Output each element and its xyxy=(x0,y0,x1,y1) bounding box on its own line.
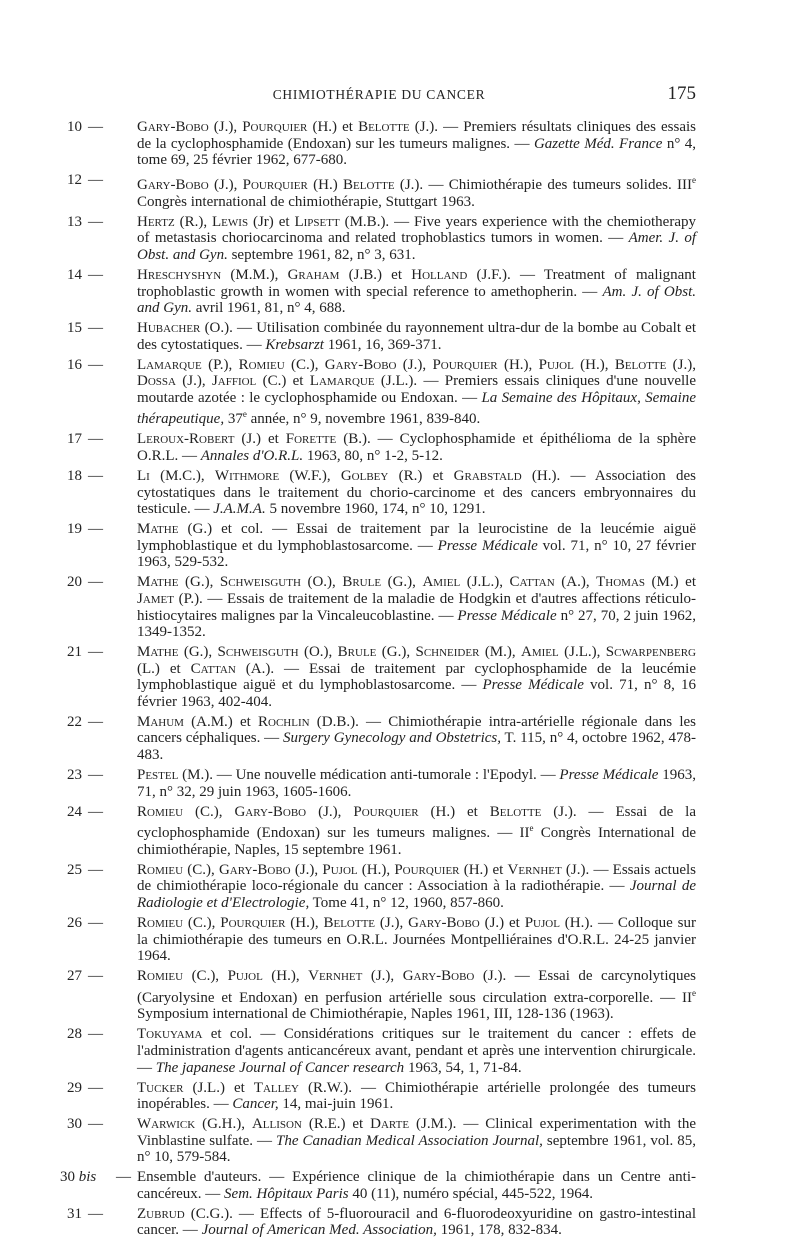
reference-entry xyxy=(60,915,696,965)
reference-text xyxy=(137,1206,696,1239)
reference-number: 13 xyxy=(67,213,82,230)
reference-fragment: (H.) et xyxy=(307,119,359,135)
author-name: Mathe xyxy=(137,644,179,661)
journal-title: Surgery Gynecology and Obstetrics, xyxy=(283,730,501,747)
reference-fragment: (M.) et xyxy=(645,574,696,591)
reference-fragment: (L.) et xyxy=(137,660,191,677)
reference-number: 25 xyxy=(67,861,82,878)
reference-text xyxy=(137,177,696,210)
author-name: Lamarque xyxy=(309,373,375,390)
author-name: Holland xyxy=(411,266,468,283)
reference-number: 17 xyxy=(67,431,82,448)
author-name: Romieu xyxy=(137,803,184,820)
reference-fragment: (M.). — Une nouvelle médication anti-tumorale : l'Epodyl. — xyxy=(178,767,560,784)
reference-fragment: (C.) et xyxy=(256,373,310,390)
journal-title: The japanese Journal of Cancer research xyxy=(155,1059,405,1076)
reference-fragment: (J.), xyxy=(666,356,697,373)
reference-fragment: avril 1961, 81, n° 4, 688. xyxy=(192,300,346,317)
author-name: Tucker xyxy=(137,1079,184,1096)
reference-fragment: (J.). — Premiers résultats cliniques des essais de la cyclophosphamide (Endoxan) sur les tumeurs malignes. — xyxy=(137,119,697,152)
reference-fragment: (H.), xyxy=(497,356,539,373)
author-name: Pourquier xyxy=(353,803,419,820)
reference-dash: — xyxy=(88,266,103,283)
author-name: Belotte xyxy=(358,119,410,135)
reference-entry xyxy=(60,574,696,640)
reference-text xyxy=(137,119,696,168)
journal-title: La Semaine des Hôpitaux, Semaine thérapeutique, xyxy=(137,389,697,428)
reference-entry xyxy=(60,1080,696,1113)
reference-number: 19 xyxy=(67,521,82,538)
reference-fragment: (R.), xyxy=(174,213,213,230)
author-name: Gary-Bobo xyxy=(234,803,307,820)
reference-fragment: (H.) xyxy=(307,177,343,194)
reference-dash: — xyxy=(88,213,103,230)
reference-fragment: 40 (11), numéro spécial, 445-522, 1964. xyxy=(348,1185,594,1202)
author-name: Jaffiol xyxy=(211,373,257,390)
reference-fragment: (J.L.), xyxy=(558,644,606,661)
reference-text xyxy=(137,214,696,263)
journal-title: Presse Médicale xyxy=(482,677,584,694)
reference-fragment: (O.), xyxy=(300,574,343,591)
reference-fragment: (A.), xyxy=(554,574,597,591)
reference-entry xyxy=(60,172,696,210)
author-name: Brule xyxy=(342,574,382,591)
reference-text xyxy=(137,521,696,570)
reference-entry xyxy=(60,714,696,764)
reference-fragment: (Jr) et xyxy=(248,213,295,230)
author-name: Jamet xyxy=(137,590,175,607)
reference-text xyxy=(137,862,696,911)
journal-title: Journal of American Med. Association, xyxy=(201,1222,437,1239)
reference-number: 30 xyxy=(67,1116,82,1133)
reference-entry xyxy=(60,1169,696,1202)
author-name: Pourquier xyxy=(220,914,286,931)
reference-fragment: (J.). — Essais actuels de chimiothérapie loco-régionale du cancer : Association à la radiothérapie. — xyxy=(137,861,696,895)
reference-fragment: (J.), xyxy=(362,968,403,985)
author-name: Pujol xyxy=(524,914,560,931)
author-name: Leroux-Robert xyxy=(137,431,235,448)
reference-number: 18 xyxy=(67,468,82,485)
reference-fragment: (G.H.), xyxy=(195,1116,252,1133)
reference-fragment: n° 4, tome 69, 25 février 1962, 677-680. xyxy=(137,135,697,169)
reference-fragment: (J.F.). — Treatment of malignant trophoblastic growth in women with special reference to amethopherin. — xyxy=(137,266,696,300)
reference-text xyxy=(137,1169,696,1202)
reference-number-suffix: bis xyxy=(78,1169,97,1186)
author-name: Pujol xyxy=(538,356,574,373)
reference-text xyxy=(137,968,696,1022)
reference-fragment: (A.). — Essai de traitement par cyclophosphamide de la leucémie lymphoblastique aiguë et du lymphoblastosarcome. — xyxy=(137,660,696,694)
reference-fragment: (J.), xyxy=(208,119,243,135)
reference-text xyxy=(137,644,696,710)
reference-number: 12 xyxy=(67,172,82,189)
reference-fragment: et col. — Considérations critiques sur le traitement du cancer : effets de l'administration d'agents anticancéreux avant, pendant et après une intervention chirurgicale. — xyxy=(137,1026,696,1076)
reference-fragment: (J.), xyxy=(208,177,243,194)
reference-fragment: (J.) et xyxy=(479,914,525,931)
reference-fragment: 5 novembre 1960, 174, n° 10, 1291. xyxy=(265,501,486,518)
reference-fragment: (J.L.). — Premiers essais cliniques d'une nouvelle moutarde azotée : le cyclophosphamide ou Endoxan. — xyxy=(137,373,696,406)
reference-number: 24 xyxy=(67,803,82,820)
author-name: Golbey xyxy=(340,468,389,485)
author-name: Scwarpenberg xyxy=(605,644,696,661)
author-name: Grabstald xyxy=(453,468,522,485)
reference-fragment: (G.) et col. — Essai de traitement par la leurocistine de la leucémie aiguë lymphoblastique et du lymphoblastosarcome. — xyxy=(137,521,696,554)
reference-entry xyxy=(60,767,696,800)
reference-fragment: Symposium international de Chimiothérapie, Naples 1961, III, 128-136 (1963). xyxy=(137,1006,614,1023)
author-name: Belotte xyxy=(489,803,542,820)
journal-title: J.A.M.A. xyxy=(213,501,266,518)
reference-fragment: (R.W.). — Chimiothérapie artérielle prolongée des tumeurs inopérables. — xyxy=(137,1079,696,1113)
reference-fragment: (D.B.). — Chimiothérapie intra-artérielle régionale dans les cancers céphaliques. — xyxy=(137,713,696,747)
author-name: Gary-Bobo xyxy=(137,177,209,194)
reference-fragment: (R.) et xyxy=(388,468,454,485)
author-name: Pourquier xyxy=(394,861,460,878)
ordinal-superscript: e xyxy=(529,823,534,834)
author-name: Pourquier xyxy=(432,356,498,373)
reference-fragment: (M.M.), xyxy=(221,266,288,283)
author-name: Pujol xyxy=(227,968,263,985)
reference-fragment: (H.), xyxy=(573,356,615,373)
author-name: Amiel xyxy=(422,574,461,591)
author-name: Romieu xyxy=(137,914,184,931)
reference-dash: — xyxy=(88,644,103,661)
author-name: Amiel xyxy=(521,644,559,661)
author-name: Vernhet xyxy=(507,861,562,878)
reference-number: 15 xyxy=(67,320,82,337)
reference-fragment: 1961, 178, 832-834. xyxy=(436,1222,562,1239)
reference-fragment: 1963, 71, n° 32, 29 juin 1963, 1605-1606. xyxy=(137,767,697,800)
author-name: Mathe xyxy=(137,574,179,591)
author-name: Darte xyxy=(370,1116,410,1133)
reference-entry xyxy=(60,267,696,317)
author-name: Allison xyxy=(251,1116,302,1133)
reference-dash: — xyxy=(88,1079,103,1096)
reference-fragment: Ensemble d'auteurs. — Expérience clinique de la chimiothérapie dans un Centre anti-cancéreux. — xyxy=(137,1169,696,1202)
journal-title: Journal de Radiologie et d'Electrologie, xyxy=(137,878,696,911)
reference-fragment: (H.). — Association des cytostatiques dans le traitement du chorio-carcinome et des cancers embryonnaires du testicule. — xyxy=(137,468,696,518)
reference-text xyxy=(137,357,696,428)
author-name: Gary-Bobo xyxy=(218,861,291,878)
reference-fragment: (P.), xyxy=(201,356,239,373)
page-number: 175 xyxy=(667,83,696,104)
reference-dash: — xyxy=(88,767,103,784)
reference-dash: — xyxy=(88,574,103,591)
reference-fragment: n° 27, 70, 2 juin 1962, 1349-1352. xyxy=(137,607,696,641)
reference-text xyxy=(137,1026,696,1075)
reference-entry xyxy=(60,357,696,428)
author-name: Vernhet xyxy=(308,968,363,985)
reference-entry xyxy=(60,1206,696,1239)
reference-fragment: 14, mai-juin 1961. xyxy=(278,1096,394,1113)
author-name: Pourquier xyxy=(242,177,308,194)
reference-entry xyxy=(60,1116,696,1166)
reference-entry xyxy=(60,468,696,518)
author-name: Belotte xyxy=(614,356,667,373)
reference-text xyxy=(137,320,696,353)
reference-dash: — xyxy=(88,119,103,135)
author-name: Warwick xyxy=(137,1116,196,1133)
reference-dash: — xyxy=(88,468,103,485)
reference-dash: — xyxy=(88,172,103,189)
reference-fragment: septembre 1961, 82, n° 3, 631. xyxy=(227,246,416,263)
reference-number: 16 xyxy=(67,356,82,373)
reference-fragment: (J.L.) et xyxy=(183,1079,254,1096)
reference-entry xyxy=(60,320,696,353)
author-name: Gary-Bobo xyxy=(408,914,480,931)
author-name: Schneider xyxy=(415,644,480,661)
reference-fragment: 1961, 16, 369-371. xyxy=(323,336,442,353)
reference-fragment: septembre 1961, vol. 85, n° 10, 579-584. xyxy=(137,1132,696,1166)
reference-text xyxy=(137,915,696,964)
reference-dash: — xyxy=(88,914,103,931)
reference-fragment: 1963, 80, n° 1-2, 5-12. xyxy=(303,448,443,465)
reference-number: 14 xyxy=(67,266,82,283)
author-name: Schweisguth xyxy=(219,574,301,591)
reference-entry xyxy=(60,968,696,1023)
author-name: Graham xyxy=(287,266,340,283)
author-name: Lamarque xyxy=(137,356,202,373)
reference-fragment: (O.), xyxy=(298,644,338,661)
reference-fragment: (O.). — Utilisation combinée du rayonnement ultra-dur de la bombe au Cobalt et des cytostatiques. — xyxy=(137,320,696,353)
reference-fragment: Tome 41, n° 12, 1960, 857-860. xyxy=(309,895,504,911)
reference-entry xyxy=(60,119,696,169)
journal-title: Krebsarzt xyxy=(265,336,324,353)
author-name: Gary-Bobo xyxy=(324,356,397,373)
reference-dash: — xyxy=(88,968,103,985)
reference-fragment: (C.G.). — Effects of 5-fluorouracil and 6-fluorodeoxyuridine on gastro-intestinal cancer. — xyxy=(137,1205,696,1239)
author-name: Dossa xyxy=(137,373,176,390)
reference-fragment: (G.), xyxy=(381,574,423,591)
reference-text xyxy=(137,804,696,858)
reference-dash: — xyxy=(88,1205,103,1222)
author-name: Hertz xyxy=(137,213,175,230)
reference-entry xyxy=(60,644,696,710)
author-name: Hreschyshyn xyxy=(137,266,222,283)
reference-fragment: (J.). — Essai de la cyclophosphamide (Endoxan) sur les tumeurs malignes. — II xyxy=(137,803,697,842)
author-name: Talley xyxy=(253,1079,300,1096)
reference-fragment: vol. 71, n° 10, 27 février 1963, 529-532. xyxy=(137,537,696,571)
author-name: Romieu xyxy=(238,356,285,373)
reference-fragment: (M.C.), xyxy=(149,468,215,485)
running-title: CHIMIOTHÉRAPIE DU CANCER xyxy=(272,87,486,102)
ordinal-superscript: e xyxy=(242,409,247,420)
journal-title: Sem. Hôpitaux Paris xyxy=(224,1185,349,1202)
reference-text xyxy=(137,1080,696,1113)
reference-fragment: (J.). — Essai de carcynolytiques (Caryolysine et Endoxan) en perfusion artérielle sous circulation extra-corporelle. — II xyxy=(137,968,696,1006)
author-name: Tokuyama xyxy=(137,1026,203,1043)
reference-entry xyxy=(60,804,696,859)
reference-fragment: (A.M.) et xyxy=(183,713,258,730)
reference-fragment: (J.), xyxy=(290,861,323,878)
journal-title: Cancer, xyxy=(232,1096,279,1113)
author-name: Mathe xyxy=(137,521,179,538)
reference-fragment: (J.), xyxy=(175,373,212,390)
reference-number: 22 xyxy=(67,713,82,730)
reference-fragment: T. 115, n° 4, octobre 1962, 478-483. xyxy=(137,730,696,764)
author-name: Belotte xyxy=(343,177,395,194)
author-name: Romieu xyxy=(137,861,184,878)
reference-entry xyxy=(60,1026,696,1076)
reference-number: 23 xyxy=(67,767,82,784)
reference-dash: — xyxy=(88,803,103,820)
reference-dash: — xyxy=(88,861,103,878)
author-name: Li xyxy=(137,468,150,485)
reference-fragment: (M.B.). — Five years experience with the chemiotherapy of metastasis choriocarcinoma and related trophoblastics tumors in women. — xyxy=(137,213,696,247)
reference-dash: — xyxy=(88,521,103,538)
author-name: Withmore xyxy=(214,468,280,485)
reference-fragment: 37 xyxy=(224,411,243,428)
reference-fragment: (J.M.). — Clinical experimentation with the Vinblastine sulfate. — xyxy=(137,1116,696,1149)
journal-title: Presse Médicale xyxy=(437,537,538,554)
reference-fragment: (J.B.) et xyxy=(339,266,412,283)
reference-fragment: (W.F.), xyxy=(279,468,341,485)
reference-fragment: (C.), xyxy=(183,861,219,878)
author-name: Rochlin xyxy=(258,713,310,730)
reference-text xyxy=(137,431,696,464)
reference-text xyxy=(137,767,696,800)
reference-fragment: (H.). — Colloque sur la chimiothérapie des tumeurs en O.R.L. Journées Montpelliéraines d'O.R.L. 24-25 janvier 1964. xyxy=(137,914,697,965)
reference-fragment: (J.) et xyxy=(234,431,286,448)
author-name: Pourquier xyxy=(242,119,308,135)
author-name: Zubrud xyxy=(137,1205,185,1222)
reference-dash: — xyxy=(88,320,103,337)
reference-fragment: (H.) et xyxy=(459,861,508,878)
reference-text xyxy=(137,468,696,517)
author-name: Belotte xyxy=(323,914,376,931)
reference-text xyxy=(137,1116,696,1165)
author-name: Lewis xyxy=(212,213,249,230)
reference-dash: — xyxy=(88,1116,103,1133)
journal-title: Annales d'O.R.L. xyxy=(200,448,304,465)
reference-number: 28 xyxy=(67,1026,82,1043)
author-name: Brule xyxy=(337,644,377,661)
reference-fragment: (J.). — Chimiothérapie des tumeurs solides. III xyxy=(394,177,693,194)
reference-list xyxy=(60,119,696,1242)
reference-fragment: (C.), xyxy=(183,914,221,931)
author-name: Mahum xyxy=(137,713,184,730)
reference-fragment: vol. 71, n° 8, 16 février 1963, 402-404. xyxy=(137,677,696,710)
reference-fragment: (M.), xyxy=(479,644,522,661)
reference-number: 10 xyxy=(67,119,82,135)
journal-title: Presse Médicale xyxy=(457,607,557,624)
reference-dash: — xyxy=(88,1026,103,1043)
reference-fragment: (C.), xyxy=(183,803,235,820)
author-name: Cattan xyxy=(509,574,555,591)
reference-fragment: (H.), xyxy=(357,861,395,878)
reference-number: 30 bis xyxy=(60,1169,97,1186)
reference-number: 29 xyxy=(67,1079,82,1096)
reference-entry xyxy=(60,521,696,571)
journal-title: Presse Médicale xyxy=(559,767,659,784)
reference-fragment: Congrès International de chimiothérapie, Naples, 15 septembre 1961. xyxy=(137,825,696,858)
reference-fragment: (J.), xyxy=(306,803,354,820)
reference-number: 26 xyxy=(67,914,82,931)
reference-fragment: Congrès international de chimiothérapie, Stuttgart 1963. xyxy=(137,193,475,210)
reference-text xyxy=(137,267,696,316)
journal-title: Gazette Méd. France xyxy=(533,135,663,152)
ordinal-superscript: e xyxy=(692,987,696,998)
reference-entry xyxy=(60,862,696,912)
reference-fragment: (C.), xyxy=(284,356,325,373)
reference-fragment: (C.), xyxy=(183,968,228,985)
author-name: Gary-Bobo xyxy=(402,968,475,985)
author-name: Schweisguth xyxy=(217,644,299,661)
reference-dash: — xyxy=(88,431,103,448)
author-name: Cattan xyxy=(190,660,236,677)
author-name: Forette xyxy=(285,431,337,448)
reference-fragment: (H.), xyxy=(262,968,309,985)
reference-entry xyxy=(60,431,696,464)
author-name: Gary-Bobo xyxy=(137,119,209,135)
reference-fragment: (P.). — Essais de traitement de la maladie de Hodgkin et d'autres affections réticulo-histiocytaires malignes par la Vincaleucoblastine. — xyxy=(137,590,696,624)
author-name: Romieu xyxy=(137,968,184,985)
journal-title: Am. J. of Obst. and Gyn. xyxy=(137,283,696,317)
author-name: Pujol xyxy=(322,861,358,878)
author-name: Pestel xyxy=(137,767,179,784)
reference-dash: — xyxy=(88,713,103,730)
reference-fragment: (B.). — Cyclophosphamide et épithélioma de la sphère O.R.L. — xyxy=(137,431,696,465)
journal-title: Amer. J. of Obst. and Gyn. xyxy=(137,230,697,263)
reference-dash: — xyxy=(88,356,103,373)
reference-fragment: (J.), xyxy=(396,356,433,373)
reference-fragment: (J.), xyxy=(375,914,409,931)
reference-fragment: année, n° 9, novembre 1961, 839-840. xyxy=(246,411,481,428)
author-name: Thomas xyxy=(596,574,646,591)
reference-dash: — xyxy=(116,1169,131,1186)
ordinal-superscript: e xyxy=(692,175,697,186)
author-name: Hubacher xyxy=(137,320,201,337)
reference-fragment: (H.) et xyxy=(418,803,490,820)
reference-fragment: (H.), xyxy=(285,914,324,931)
reference-text xyxy=(137,574,696,640)
reference-fragment: (G.), xyxy=(376,644,416,661)
journal-title: The Canadian Medical Association Journal, xyxy=(275,1132,543,1149)
reference-number: 21 xyxy=(67,644,82,661)
page-header xyxy=(62,84,696,106)
reference-number: 20 xyxy=(67,574,82,591)
reference-fragment: (G.), xyxy=(178,574,220,591)
reference-fragment: (J.L.), xyxy=(460,574,510,591)
reference-number: 27 xyxy=(67,968,82,985)
reference-fragment: (G.), xyxy=(178,644,218,661)
reference-text xyxy=(137,714,696,763)
reference-entry xyxy=(60,214,696,264)
reference-number: 31 xyxy=(67,1205,82,1222)
reference-fragment: (R.E.) et xyxy=(301,1116,371,1133)
reference-fragment: 1963, 54, 1, 71-84. xyxy=(404,1059,522,1076)
author-name: Lipsett xyxy=(294,213,340,230)
